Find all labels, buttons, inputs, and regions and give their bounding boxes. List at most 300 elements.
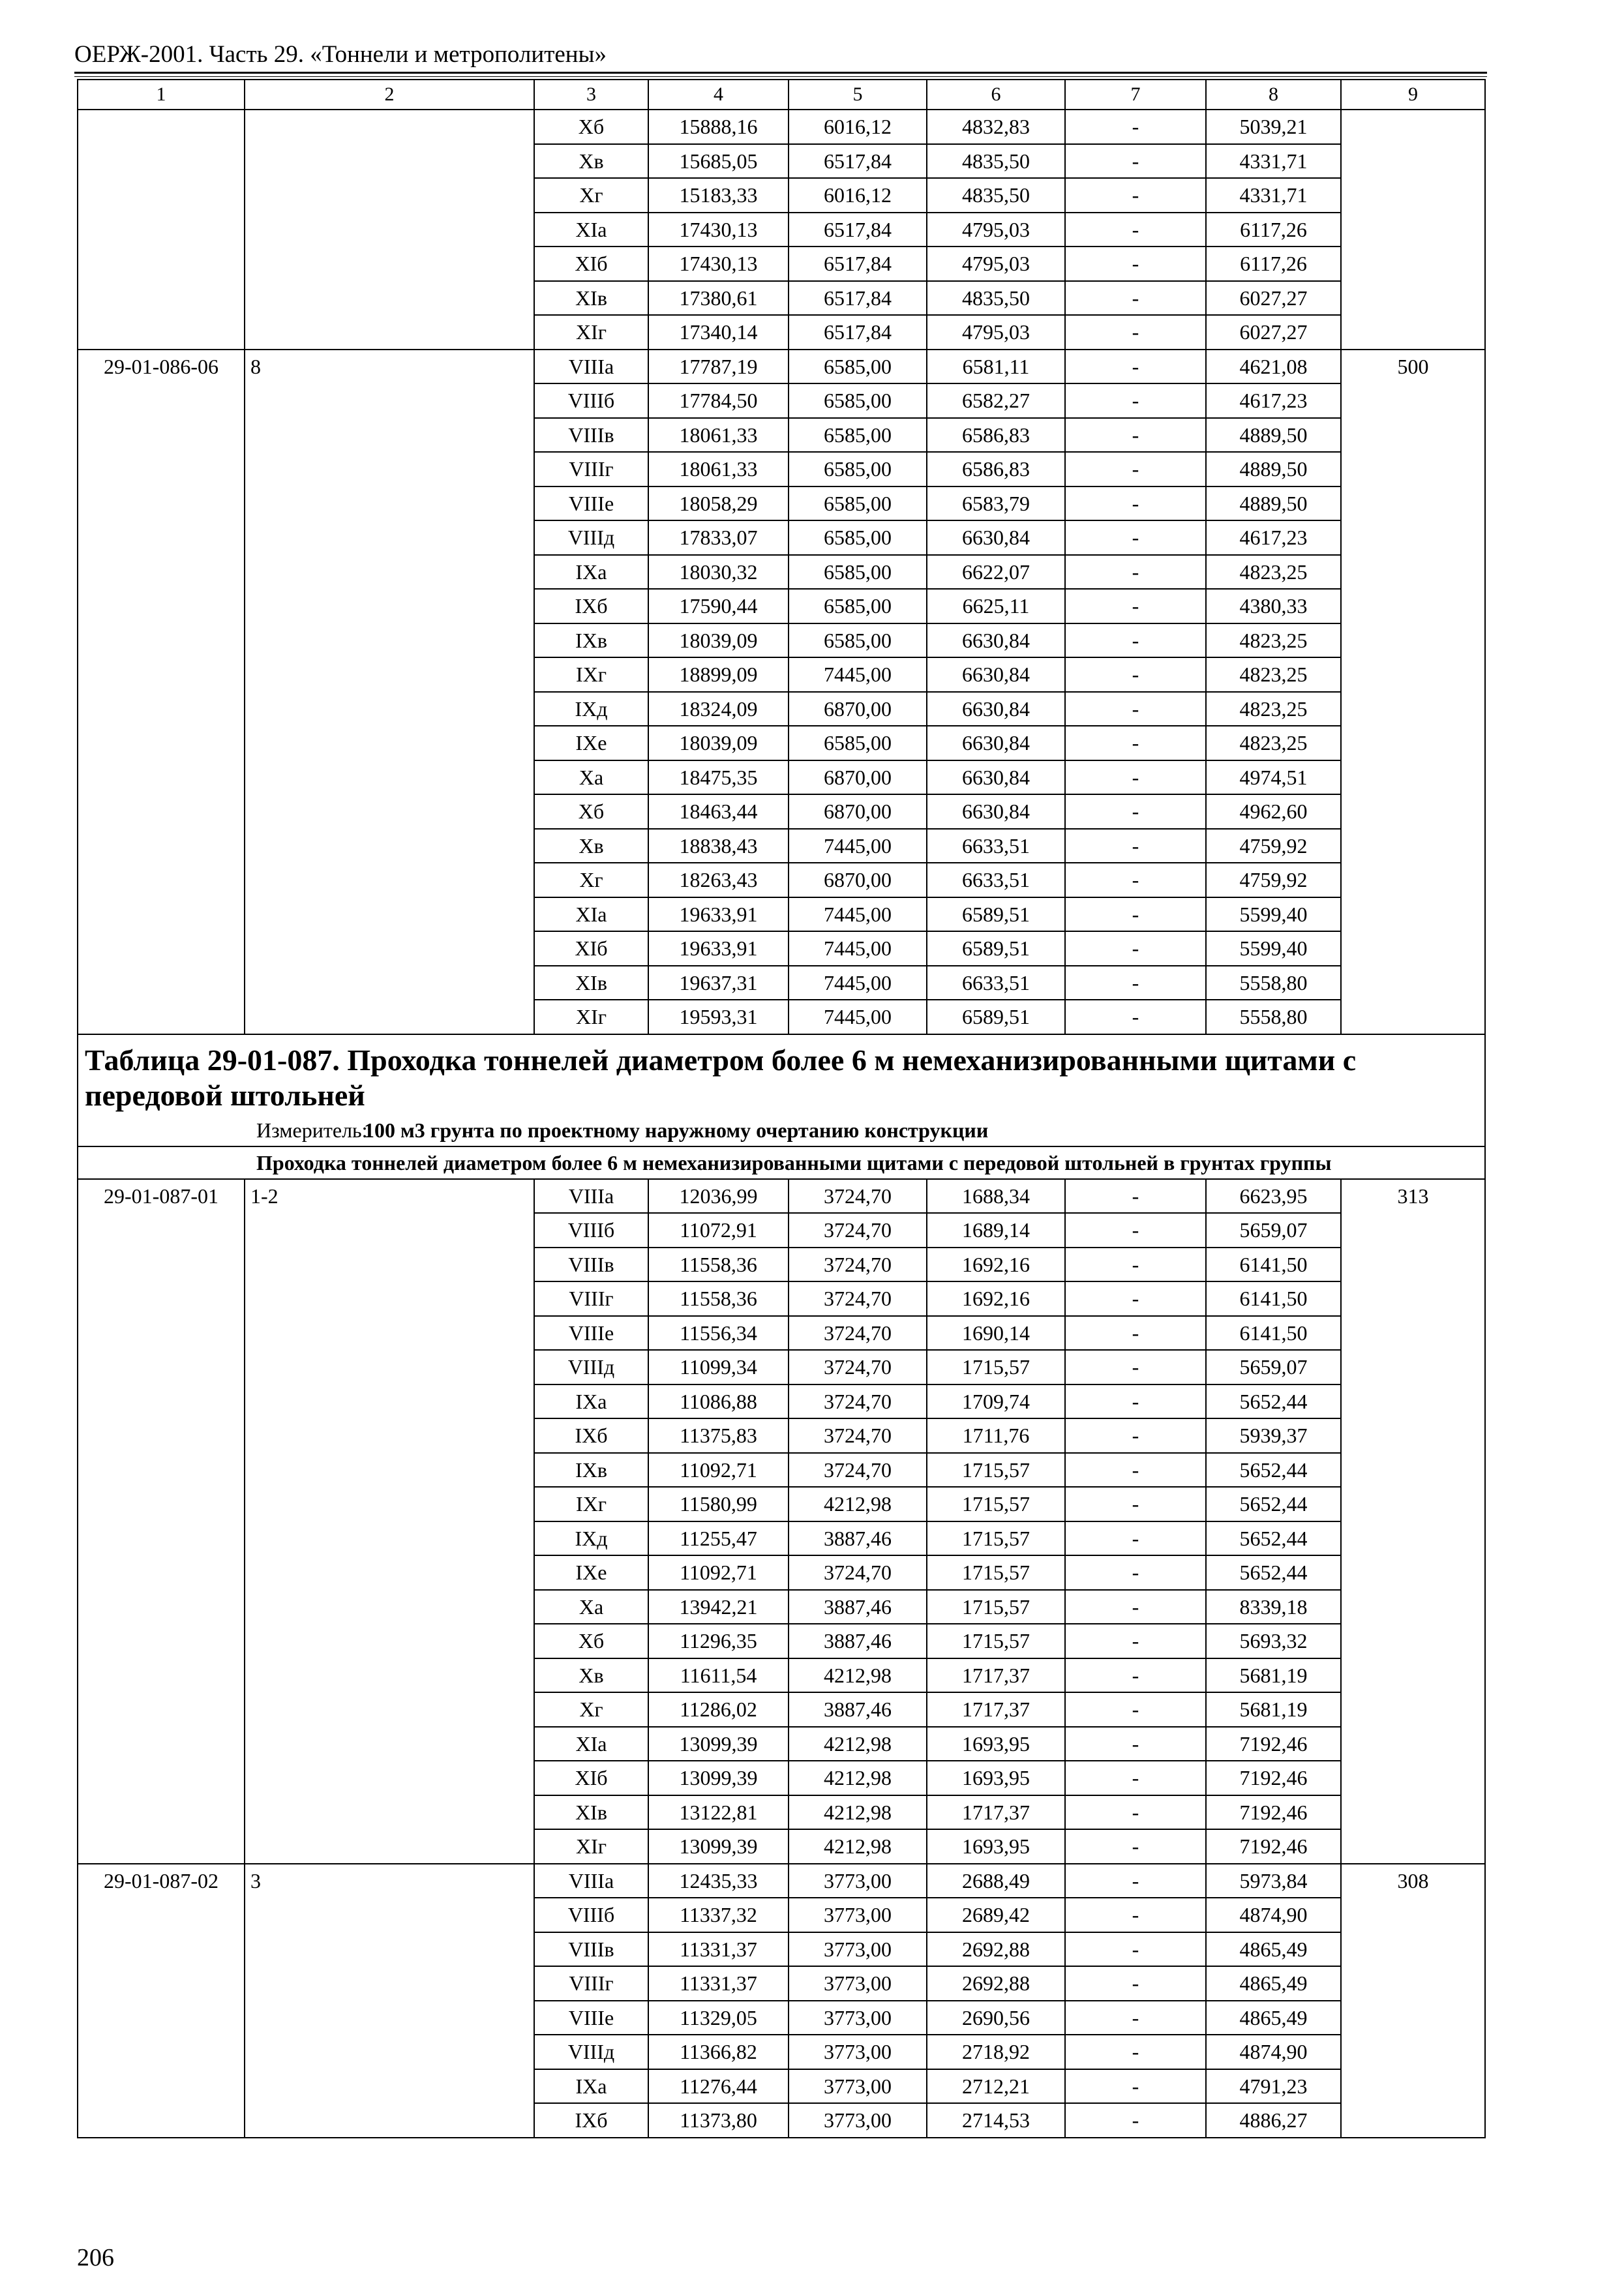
driver-cost-cell: -	[1065, 1864, 1206, 1898]
direct-cost-cell: 12435,33	[648, 1864, 789, 1898]
driver-cost-cell: -	[1065, 110, 1206, 144]
direct-cost-cell: 11611,54	[648, 1658, 789, 1693]
direct-cost-cell: 18324,09	[648, 692, 789, 726]
resource-cell: ХIа	[534, 213, 648, 247]
direct-cost-cell: 12036,99	[648, 1179, 789, 1214]
labor-cost-cell: 6517,84	[789, 281, 927, 316]
direct-cost-cell: 11086,88	[648, 1384, 789, 1419]
machine-cost-cell: 6582,27	[927, 383, 1065, 418]
direct-cost-cell: 13099,39	[648, 1761, 789, 1795]
labor-cost-cell: 3724,70	[789, 1213, 927, 1248]
labor-cost-cell: 4212,98	[789, 1658, 927, 1693]
driver-cost-cell: -	[1065, 452, 1206, 486]
direct-cost-cell: 13099,39	[648, 1727, 789, 1761]
materials-cost-cell: 5599,40	[1206, 897, 1341, 932]
resource-cell: Хв	[534, 829, 648, 863]
materials-cost-cell: 4823,25	[1206, 726, 1341, 760]
labor-cost-cell: 4212,98	[789, 1795, 927, 1830]
materials-cost-cell: 4865,49	[1206, 1966, 1341, 2001]
materials-cost-cell: 6117,26	[1206, 213, 1341, 247]
driver-cost-cell: -	[1065, 178, 1206, 213]
materials-cost-cell: 5558,80	[1206, 966, 1341, 1000]
direct-cost-cell: 18039,09	[648, 726, 789, 760]
labor-cost-cell: 6585,00	[789, 383, 927, 418]
resource-cell: IХд	[534, 1521, 648, 1556]
labor-cost-cell: 6585,00	[789, 350, 927, 384]
resource-cell: ХIб	[534, 247, 648, 281]
machine-cost-cell: 1711,76	[927, 1418, 1065, 1453]
materials-cost-cell: 4823,25	[1206, 657, 1341, 692]
machine-cost-cell: 4835,50	[927, 281, 1065, 316]
materials-cost-cell: 5659,07	[1206, 1213, 1341, 1248]
direct-cost-cell: 11373,80	[648, 2103, 789, 2138]
driver-cost-cell: -	[1065, 589, 1206, 623]
direct-cost-cell: 11276,44	[648, 2069, 789, 2104]
machine-cost-cell: 6633,51	[927, 829, 1065, 863]
driver-cost-cell: -	[1065, 931, 1206, 966]
resource-cell: ХIв	[534, 966, 648, 1000]
machine-cost-cell: 2692,88	[927, 1966, 1065, 2001]
materials-cost-cell: 5652,44	[1206, 1453, 1341, 1488]
labor-cost-cell: 3773,00	[789, 2001, 927, 2035]
materials-cost-cell: 4823,25	[1206, 555, 1341, 590]
direct-cost-cell: 11092,71	[648, 1555, 789, 1590]
labor-cost-cell: 6016,12	[789, 178, 927, 213]
resource-cell: IХа	[534, 555, 648, 590]
resource-cell: ХIа	[534, 1727, 648, 1761]
machine-cost-cell: 1690,14	[927, 1316, 1065, 1351]
driver-cost-cell: -	[1065, 1932, 1206, 1967]
direct-cost-cell: 17430,13	[648, 247, 789, 281]
labor-cost-cell: 3887,46	[789, 1590, 927, 1624]
machine-cost-cell: 6589,51	[927, 897, 1065, 932]
column-number: 1	[78, 80, 245, 110]
machine-cost-cell: 6630,84	[927, 794, 1065, 829]
materials-cost-cell: 4874,90	[1206, 1898, 1341, 1932]
column-number: 4	[648, 80, 789, 110]
machine-cost-cell: 6581,11	[927, 350, 1065, 384]
soil-group	[245, 110, 534, 350]
resource-cell: Хб	[534, 794, 648, 829]
direct-cost-cell: 11092,71	[648, 1453, 789, 1488]
machine-cost-cell: 1715,57	[927, 1521, 1065, 1556]
driver-cost-cell: -	[1065, 1590, 1206, 1624]
machine-cost-cell: 1715,57	[927, 1350, 1065, 1384]
materials-cost-cell: 4331,71	[1206, 178, 1341, 213]
driver-cost-cell: -	[1065, 1384, 1206, 1419]
direct-cost-cell: 11331,37	[648, 1932, 789, 1967]
driver-cost-cell: -	[1065, 144, 1206, 179]
machine-cost-cell: 1688,34	[927, 1179, 1065, 1214]
materials-cost-cell: 6027,27	[1206, 315, 1341, 350]
machine-cost-cell: 6589,51	[927, 931, 1065, 966]
machine-cost-cell: 1717,37	[927, 1658, 1065, 1693]
resource-cell: VIIIд	[534, 1350, 648, 1384]
materials-cost-cell: 5652,44	[1206, 1555, 1341, 1590]
resource-cell: IХг	[534, 657, 648, 692]
materials-cost-cell: 5652,44	[1206, 1521, 1341, 1556]
machine-cost-cell: 1715,57	[927, 1487, 1065, 1521]
column-number-row	[78, 80, 1485, 110]
resource-cell: VIIIг	[534, 1966, 648, 2001]
machine-cost-cell: 2718,92	[927, 2035, 1065, 2069]
labor-cost-cell: 4212,98	[789, 1727, 927, 1761]
driver-cost-cell: -	[1065, 1829, 1206, 1864]
labor-cost-cell: 6585,00	[789, 520, 927, 555]
labor-cost-cell: 7445,00	[789, 931, 927, 966]
norm-value: 308	[1341, 1864, 1485, 2138]
driver-cost-cell: -	[1065, 623, 1206, 658]
direct-cost-cell: 11558,36	[648, 1248, 789, 1282]
direct-cost-cell: 15183,33	[648, 178, 789, 213]
driver-cost-cell: -	[1065, 1555, 1206, 1590]
direct-cost-cell: 11331,37	[648, 1966, 789, 2001]
resource-cell: IХа	[534, 1384, 648, 1419]
materials-cost-cell: 5681,19	[1206, 1658, 1341, 1693]
resource-cell: ХIг	[534, 315, 648, 350]
materials-cost-cell: 8339,18	[1206, 1590, 1341, 1624]
materials-cost-cell: 4889,50	[1206, 486, 1341, 521]
materials-cost-cell: 6623,95	[1206, 1179, 1341, 1214]
labor-cost-cell: 3724,70	[789, 1384, 927, 1419]
direct-cost-cell: 11286,02	[648, 1692, 789, 1727]
driver-cost-cell: -	[1065, 2035, 1206, 2069]
machine-cost-cell: 6630,84	[927, 623, 1065, 658]
machine-cost-cell: 2690,56	[927, 2001, 1065, 2035]
machine-cost-cell: 2714,53	[927, 2103, 1065, 2138]
machine-cost-cell: 6633,51	[927, 863, 1065, 897]
labor-cost-cell: 6870,00	[789, 794, 927, 829]
materials-cost-cell: 5652,44	[1206, 1384, 1341, 1419]
column-number: 5	[789, 80, 927, 110]
machine-cost-cell: 1692,16	[927, 1281, 1065, 1316]
direct-cost-cell: 19593,31	[648, 1000, 789, 1034]
materials-cost-cell: 6027,27	[1206, 281, 1341, 316]
driver-cost-cell: -	[1065, 1727, 1206, 1761]
materials-cost-cell: 4886,27	[1206, 2103, 1341, 2138]
direct-cost-cell: 11556,34	[648, 1316, 789, 1351]
machine-cost-cell: 2689,42	[927, 1898, 1065, 1932]
soil-group: 8	[245, 350, 534, 1034]
materials-cost-cell: 5039,21	[1206, 110, 1341, 144]
resource-cell: VIIIг	[534, 452, 648, 486]
direct-cost-cell: 19637,31	[648, 966, 789, 1000]
driver-cost-cell: -	[1065, 486, 1206, 521]
driver-cost-cell: -	[1065, 726, 1206, 760]
labor-cost-cell: 6870,00	[789, 692, 927, 726]
norm-code: 29-01-087-02	[78, 1864, 245, 2138]
driver-cost-cell: -	[1065, 247, 1206, 281]
direct-cost-cell: 13942,21	[648, 1590, 789, 1624]
labor-cost-cell: 3887,46	[789, 1521, 927, 1556]
labor-cost-cell: 6585,00	[789, 452, 927, 486]
machine-cost-cell: 2692,88	[927, 1932, 1065, 1967]
machine-cost-cell: 6583,79	[927, 486, 1065, 521]
materials-cost-cell: 6117,26	[1206, 247, 1341, 281]
materials-cost-cell: 4874,90	[1206, 2035, 1341, 2069]
norms-table	[77, 79, 1486, 2138]
materials-cost-cell: 7192,46	[1206, 1795, 1341, 1830]
page-header: ОЕРЖ-2001. Часть 29. «Тоннели и метрополитены»	[74, 41, 607, 68]
table-title-row	[78, 1034, 1485, 1146]
materials-cost-cell: 4823,25	[1206, 692, 1341, 726]
resource-cell: VIIIа	[534, 1179, 648, 1214]
resource-cell: VIIIв	[534, 418, 648, 453]
machine-cost-cell: 6630,84	[927, 726, 1065, 760]
driver-cost-cell: -	[1065, 1624, 1206, 1658]
column-number: 8	[1206, 80, 1341, 110]
direct-cost-cell: 18899,09	[648, 657, 789, 692]
labor-cost-cell: 6585,00	[789, 418, 927, 453]
resource-cell: ХIа	[534, 897, 648, 932]
table-body-continued	[78, 80, 1485, 1034]
direct-cost-cell: 17784,50	[648, 383, 789, 418]
machine-cost-cell: 6630,84	[927, 520, 1065, 555]
labor-cost-cell: 3773,00	[789, 1864, 927, 1898]
labor-cost-cell: 3773,00	[789, 2069, 927, 2104]
machine-cost-cell: 6622,07	[927, 555, 1065, 590]
resource-cell: IХа	[534, 2069, 648, 2104]
machine-cost-cell: 6586,83	[927, 418, 1065, 453]
machine-cost-cell: 1717,37	[927, 1692, 1065, 1727]
materials-cost-cell: 5939,37	[1206, 1418, 1341, 1453]
direct-cost-cell: 17590,44	[648, 589, 789, 623]
resource-cell: IХб	[534, 1418, 648, 1453]
materials-cost-cell: 4823,25	[1206, 623, 1341, 658]
labor-cost-cell: 4212,98	[789, 1761, 927, 1795]
direct-cost-cell: 18838,43	[648, 829, 789, 863]
resource-cell: ХIб	[534, 931, 648, 966]
direct-cost-cell: 11580,99	[648, 1487, 789, 1521]
labor-cost-cell: 3773,00	[789, 1898, 927, 1932]
resource-cell: ХIг	[534, 1000, 648, 1034]
materials-cost-cell: 7192,46	[1206, 1727, 1341, 1761]
driver-cost-cell: -	[1065, 760, 1206, 795]
resource-cell: Хг	[534, 863, 648, 897]
direct-cost-cell: 18039,09	[648, 623, 789, 658]
machine-cost-cell: 6586,83	[927, 452, 1065, 486]
labor-cost-cell: 6585,00	[789, 486, 927, 521]
machine-cost-cell: 4832,83	[927, 110, 1065, 144]
materials-cost-cell: 4791,23	[1206, 2069, 1341, 2104]
machine-cost-cell: 1689,14	[927, 1213, 1065, 1248]
materials-cost-cell: 5681,19	[1206, 1692, 1341, 1727]
labor-cost-cell: 7445,00	[789, 966, 927, 1000]
machine-cost-cell: 6625,11	[927, 589, 1065, 623]
direct-cost-cell: 13122,81	[648, 1795, 789, 1830]
machine-cost-cell: 1715,57	[927, 1590, 1065, 1624]
resource-cell: VIIIд	[534, 520, 648, 555]
machine-cost-cell: 2712,21	[927, 2069, 1065, 2104]
resource-cell: VIIIд	[534, 2035, 648, 2069]
resource-cell: Хб	[534, 110, 648, 144]
driver-cost-cell: -	[1065, 315, 1206, 350]
column-number: 6	[927, 80, 1065, 110]
resource-cell: IХв	[534, 623, 648, 658]
driver-cost-cell: -	[1065, 2069, 1206, 2104]
direct-cost-cell: 17340,14	[648, 315, 789, 350]
resource-cell: IХб	[534, 589, 648, 623]
table-title-cell	[78, 1034, 1485, 1146]
labor-cost-cell: 7445,00	[789, 897, 927, 932]
direct-cost-cell: 19633,91	[648, 931, 789, 966]
materials-cost-cell: 5693,32	[1206, 1624, 1341, 1658]
machine-cost-cell: 2688,49	[927, 1864, 1065, 1898]
direct-cost-cell: 11072,91	[648, 1213, 789, 1248]
materials-cost-cell: 4759,92	[1206, 829, 1341, 863]
labor-cost-cell: 6517,84	[789, 315, 927, 350]
direct-cost-cell: 19633,91	[648, 897, 789, 932]
labor-cost-cell: 3887,46	[789, 1624, 927, 1658]
header-rule-thin	[74, 76, 1487, 77]
column-number: 2	[245, 80, 534, 110]
labor-cost-cell: 3724,70	[789, 1418, 927, 1453]
resource-cell: ХIв	[534, 1795, 648, 1830]
machine-cost-cell: 6589,51	[927, 1000, 1065, 1034]
labor-cost-cell: 3773,00	[789, 1966, 927, 2001]
resource-cell: VIIIг	[534, 1281, 648, 1316]
materials-cost-cell: 7192,46	[1206, 1829, 1341, 1864]
resource-cell: Хг	[534, 1692, 648, 1727]
materials-cost-cell: 6141,50	[1206, 1248, 1341, 1282]
norm-value: 500	[1341, 350, 1485, 1034]
resource-cell: Хб	[534, 1624, 648, 1658]
soil-group: 3	[245, 1864, 534, 2138]
materials-cost-cell: 5659,07	[1206, 1350, 1341, 1384]
materials-cost-cell: 4617,23	[1206, 520, 1341, 555]
materials-cost-cell: 4865,49	[1206, 1932, 1341, 1967]
driver-cost-cell: -	[1065, 1761, 1206, 1795]
materials-cost-cell: 5599,40	[1206, 931, 1341, 966]
driver-cost-cell: -	[1065, 1521, 1206, 1556]
labor-cost-cell: 6585,00	[789, 555, 927, 590]
machine-cost-cell: 1717,37	[927, 1795, 1065, 1830]
direct-cost-cell: 18058,29	[648, 486, 789, 521]
resource-cell: VIIIе	[534, 2001, 648, 2035]
direct-cost-cell: 11375,83	[648, 1418, 789, 1453]
labor-cost-cell: 3773,00	[789, 2035, 927, 2069]
direct-cost-cell: 15888,16	[648, 110, 789, 144]
machine-cost-cell: 4835,50	[927, 178, 1065, 213]
materials-cost-cell: 4889,50	[1206, 452, 1341, 486]
direct-cost-cell: 18030,32	[648, 555, 789, 590]
driver-cost-cell: -	[1065, 281, 1206, 316]
labor-cost-cell: 3724,70	[789, 1179, 927, 1214]
labor-cost-cell: 6870,00	[789, 863, 927, 897]
materials-cost-cell: 7192,46	[1206, 1761, 1341, 1795]
resource-cell: VIIIе	[534, 1316, 648, 1351]
direct-cost-cell: 11558,36	[648, 1281, 789, 1316]
labor-cost-cell: 4212,98	[789, 1487, 927, 1521]
materials-cost-cell: 4962,60	[1206, 794, 1341, 829]
labor-cost-cell: 7445,00	[789, 1000, 927, 1034]
direct-cost-cell: 11329,05	[648, 2001, 789, 2035]
norm-code	[78, 110, 245, 350]
resource-cell: Ха	[534, 1590, 648, 1624]
direct-cost-cell: 11296,35	[648, 1624, 789, 1658]
resource-cell: VIIIа	[534, 350, 648, 384]
resource-cell: VIIIв	[534, 1248, 648, 1282]
driver-cost-cell: -	[1065, 520, 1206, 555]
machine-cost-cell: 6630,84	[927, 657, 1065, 692]
machine-cost-cell: 4835,50	[927, 144, 1065, 179]
resource-cell: VIIIа	[534, 1864, 648, 1898]
table-row	[78, 110, 1485, 144]
driver-cost-cell: -	[1065, 1281, 1206, 1316]
resource-cell: ХIг	[534, 1829, 648, 1864]
materials-cost-cell: 6141,50	[1206, 1316, 1341, 1351]
driver-cost-cell: -	[1065, 657, 1206, 692]
materials-cost-cell: 4331,71	[1206, 144, 1341, 179]
driver-cost-cell: -	[1065, 1213, 1206, 1248]
resource-cell: IХг	[534, 1487, 648, 1521]
labor-cost-cell: 4212,98	[789, 1829, 927, 1864]
table-row	[78, 1864, 1485, 1898]
labor-cost-cell: 6585,00	[789, 623, 927, 658]
meter-value: 100 м3 грунта по проектному наружному очертанию конструкции	[364, 1118, 989, 1142]
machine-cost-cell: 1715,57	[927, 1555, 1065, 1590]
direct-cost-cell: 18061,33	[648, 418, 789, 453]
machine-cost-cell: 1692,16	[927, 1248, 1065, 1282]
driver-cost-cell: -	[1065, 1692, 1206, 1727]
subheading: Проходка тоннелей диаметром более 6 м немеханизированными щитами с передовой штольней в грунтах группы	[78, 1146, 1485, 1179]
machine-cost-cell: 6630,84	[927, 692, 1065, 726]
driver-cost-cell: -	[1065, 829, 1206, 863]
direct-cost-cell: 18061,33	[648, 452, 789, 486]
resource-cell: VIIIб	[534, 1213, 648, 1248]
machine-cost-cell: 1693,95	[927, 1761, 1065, 1795]
resource-cell: VIIIе	[534, 486, 648, 521]
labor-cost-cell: 3773,00	[789, 1932, 927, 1967]
resource-cell: VIIIв	[534, 1932, 648, 1967]
machine-cost-cell: 4795,03	[927, 315, 1065, 350]
driver-cost-cell: -	[1065, 1000, 1206, 1034]
labor-cost-cell: 3724,70	[789, 1281, 927, 1316]
direct-cost-cell: 17833,07	[648, 520, 789, 555]
machine-cost-cell: 1715,57	[927, 1453, 1065, 1488]
driver-cost-cell: -	[1065, 1487, 1206, 1521]
materials-cost-cell: 5558,80	[1206, 1000, 1341, 1034]
labor-cost-cell: 7445,00	[789, 829, 927, 863]
driver-cost-cell: -	[1065, 1418, 1206, 1453]
direct-cost-cell: 13099,39	[648, 1829, 789, 1864]
direct-cost-cell: 18463,44	[648, 794, 789, 829]
labor-cost-cell: 6517,84	[789, 213, 927, 247]
driver-cost-cell: -	[1065, 1966, 1206, 2001]
table-title: Таблица 29-01-087. Проходка тоннелей диаметром более 6 м немеханизированными щитами с передовой штольней	[85, 1043, 1357, 1112]
driver-cost-cell: -	[1065, 1350, 1206, 1384]
resource-cell: IХв	[534, 1453, 648, 1488]
direct-cost-cell: 17380,61	[648, 281, 789, 316]
table-body-087	[78, 1179, 1485, 2138]
norm-code: 29-01-086-06	[78, 350, 245, 1034]
meter-label: Измеритель:	[256, 1118, 368, 1142]
labor-cost-cell: 3887,46	[789, 1692, 927, 1727]
labor-cost-cell: 3724,70	[789, 1350, 927, 1384]
driver-cost-cell: -	[1065, 2001, 1206, 2035]
driver-cost-cell: -	[1065, 383, 1206, 418]
materials-cost-cell: 6141,50	[1206, 1281, 1341, 1316]
direct-cost-cell: 11366,82	[648, 2035, 789, 2069]
driver-cost-cell: -	[1065, 1316, 1206, 1351]
machine-cost-cell: 4795,03	[927, 213, 1065, 247]
subheading-row	[78, 1146, 1485, 1179]
direct-cost-cell: 11099,34	[648, 1350, 789, 1384]
table-section-087	[78, 1034, 1485, 1179]
driver-cost-cell: -	[1065, 1658, 1206, 1693]
direct-cost-cell: 11337,32	[648, 1898, 789, 1932]
labor-cost-cell: 3724,70	[789, 1316, 927, 1351]
